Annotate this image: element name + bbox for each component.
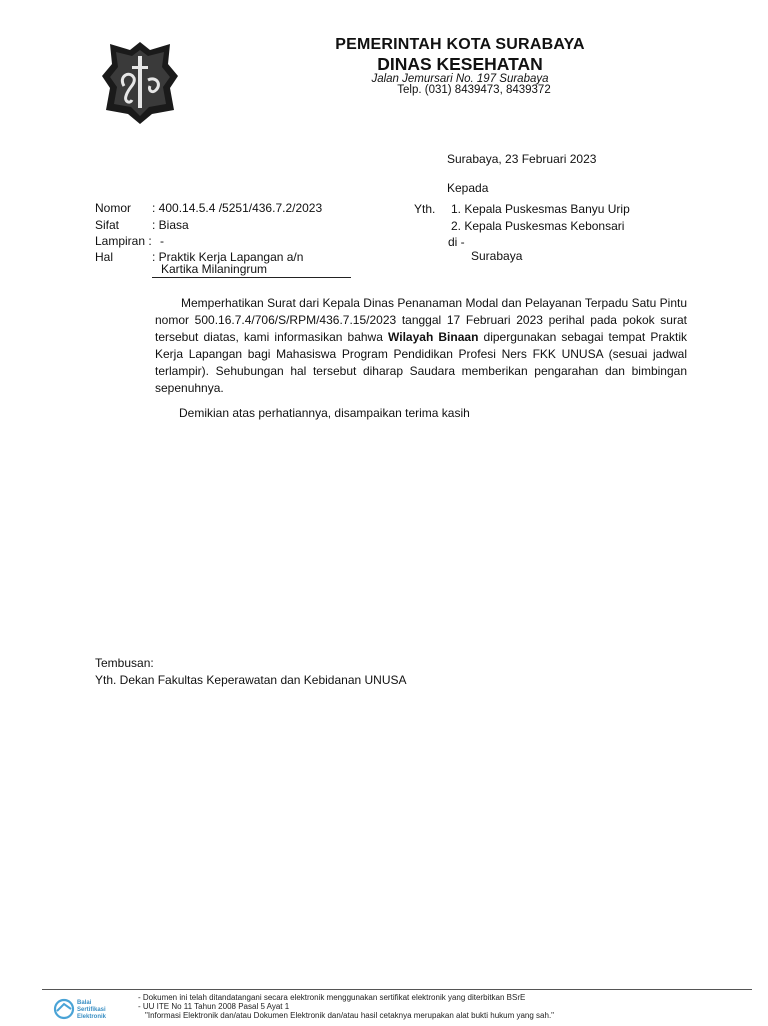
meta-label-lampiran: Lampiran :: [95, 234, 152, 248]
footer-note-1: - Dokumen ini telah ditandatangani secara elektronik menggunakan sertifikat elektronik yang diterbitkan BSrE: [138, 993, 526, 1002]
hal-underline: [152, 277, 351, 278]
meta-value-lampiran: -: [160, 234, 164, 248]
di-label: di -: [448, 235, 465, 249]
meta-value-hal: : Praktik Kerja Lapangan a/n: [152, 250, 304, 264]
body-text-bold: Wilayah Binaan: [388, 330, 479, 344]
yth-label: Yth.: [414, 202, 436, 216]
recipient-1: 1. Kepala Puskesmas Banyu Urip: [451, 202, 630, 216]
surabaya-crest-icon: [96, 40, 184, 126]
meta-label-nomor: Nomor: [95, 201, 132, 215]
closing-text: Demikian atas perhatiannya, disampaikan terima kasih: [179, 406, 470, 420]
tembusan-item: Yth. Dekan Fakultas Keperawatan dan Kebidanan UNUSA: [95, 673, 407, 687]
bsre-logo-text-2: Sertifikasi: [77, 1007, 106, 1013]
tembusan-label: Tembusan:: [95, 656, 154, 670]
letter-date: Surabaya, 23 Februari 2023: [447, 152, 597, 166]
recipient-city: Surabaya: [471, 249, 523, 263]
bsre-logo: [52, 995, 142, 1021]
footer-divider: [42, 989, 752, 990]
body-text-part1: Memperhatikan Surat dari Kepala Dinas Penanaman Modal dan Pelayanan Terpadu Satu Pintu nomor 500.16.7.4/706/S/RPM/436.7.15/2023 tanggal 17 Februari 2023 perihal pada pokok surat tersebut diatas, kami informasikan bahwa: [155, 296, 687, 344]
org-phone: Telp. (031) 8439473, 8439372: [397, 84, 551, 96]
meta-value-sifat: : Biasa: [152, 218, 189, 232]
body-text-part2: dipergunakan sebagai tempat Praktik Kerja Lapangan bagi Mahasiswa Program Pendidikan Profesi Ners FKK UNUSA (sesuai jadwal terlampir). Sehubungan hal tersebut diharap Saudara memberikan pengarahan dan bimbingan sepenuhnya.: [155, 330, 687, 395]
meta-label-sifat: Sifat: [95, 218, 120, 232]
bsre-logo-text-1: Balai: [77, 1000, 92, 1006]
body-paragraph: [155, 295, 687, 397]
footer-note-2: - UU ITE No 11 Tahun 2008 Pasal 5 Ayat 1: [138, 1002, 290, 1011]
recipient-2: 2. Kepala Puskesmas Kebonsari: [451, 219, 625, 233]
meta-value-nomor: : 400.14.5.4 /5251/436.7.2/2023: [152, 201, 323, 215]
org-name-line1: PEMERINTAH KOTA SURABAYA: [335, 36, 585, 53]
bsre-logo-text-3: Elektronik: [77, 1014, 107, 1020]
to-label: Kepada: [447, 181, 489, 195]
meta-label-hal: Hal: [95, 250, 114, 264]
meta-value-hal-line2: Kartika Milaningrum: [161, 262, 268, 276]
org-address: Jalan Jemursari No. 197 Surabaya: [371, 73, 549, 85]
footer-note-3: "Informasi Elektronik dan/atau Dokumen Elektronik dan/atau hasil cetaknya merupakan alat bukti hukum yang sah.": [145, 1011, 555, 1020]
org-name-line2: DINAS KESEHATAN: [377, 54, 543, 74]
